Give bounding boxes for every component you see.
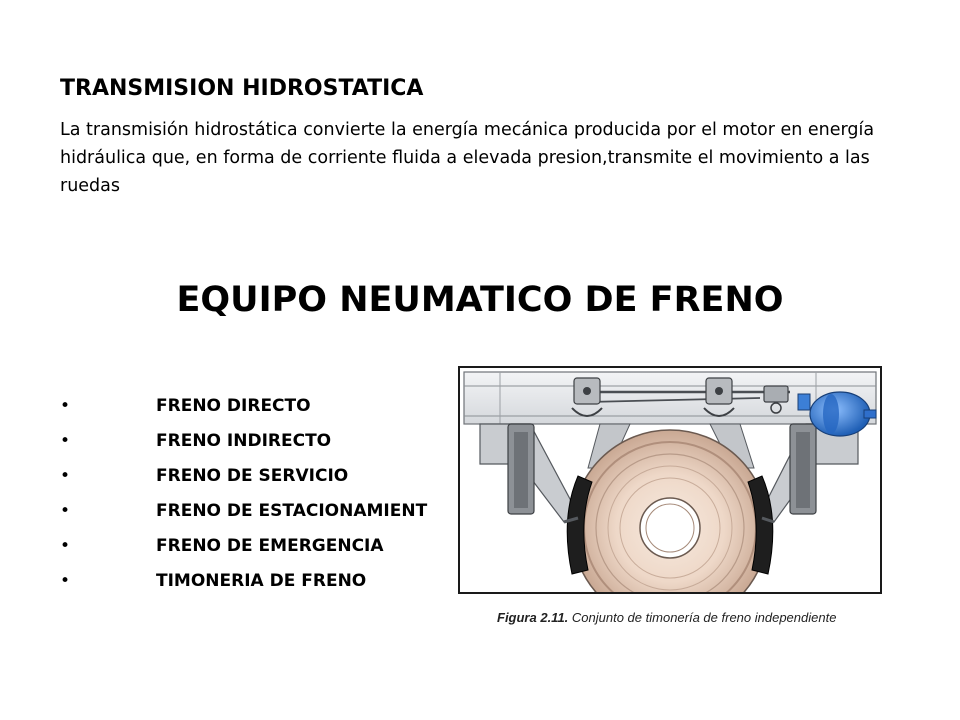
bullet-icon: •: [60, 571, 71, 591]
bullet-icon: •: [60, 501, 71, 521]
list-item-label: FRENO DIRECTO: [156, 396, 311, 416]
list-item-label: FRENO DE SERVICIO: [156, 466, 349, 486]
brake-rigging-figure: [458, 366, 882, 594]
bullet-icon: •: [60, 431, 71, 451]
figure-caption: [497, 610, 836, 625]
list-item-label: FRENO DE EMERGENCIA: [156, 536, 384, 556]
figure-caption-label: Figura 2.11.: [497, 610, 569, 625]
brake-rigging-illustration: [460, 368, 880, 592]
section-paragraph-transmision: La transmisión hidrostática convierte la energía mecánica producida por el motor en energía hidráulica que, en forma de corriente fluida a elevada presion,transmite el movimiento a las ruedas: [60, 120, 875, 196]
figure-caption-text: Conjunto de timonería de freno independiente: [568, 610, 837, 625]
list-item-label: TIMONERIA DE FRENO: [156, 571, 367, 591]
section-title-equipo-neumatico: EQUIPO NEUMATICO DE FRENO: [176, 280, 784, 320]
bullet-icon: •: [60, 466, 71, 486]
bullet-icon: •: [60, 396, 71, 416]
bullet-icon: •: [60, 536, 71, 556]
section-heading-transmision: TRANSMISION HIDROSTATICA: [60, 76, 424, 101]
list-item-label: FRENO DE ESTACIONAMIENT: [156, 501, 428, 521]
list-item-label: FRENO INDIRECTO: [156, 431, 332, 451]
